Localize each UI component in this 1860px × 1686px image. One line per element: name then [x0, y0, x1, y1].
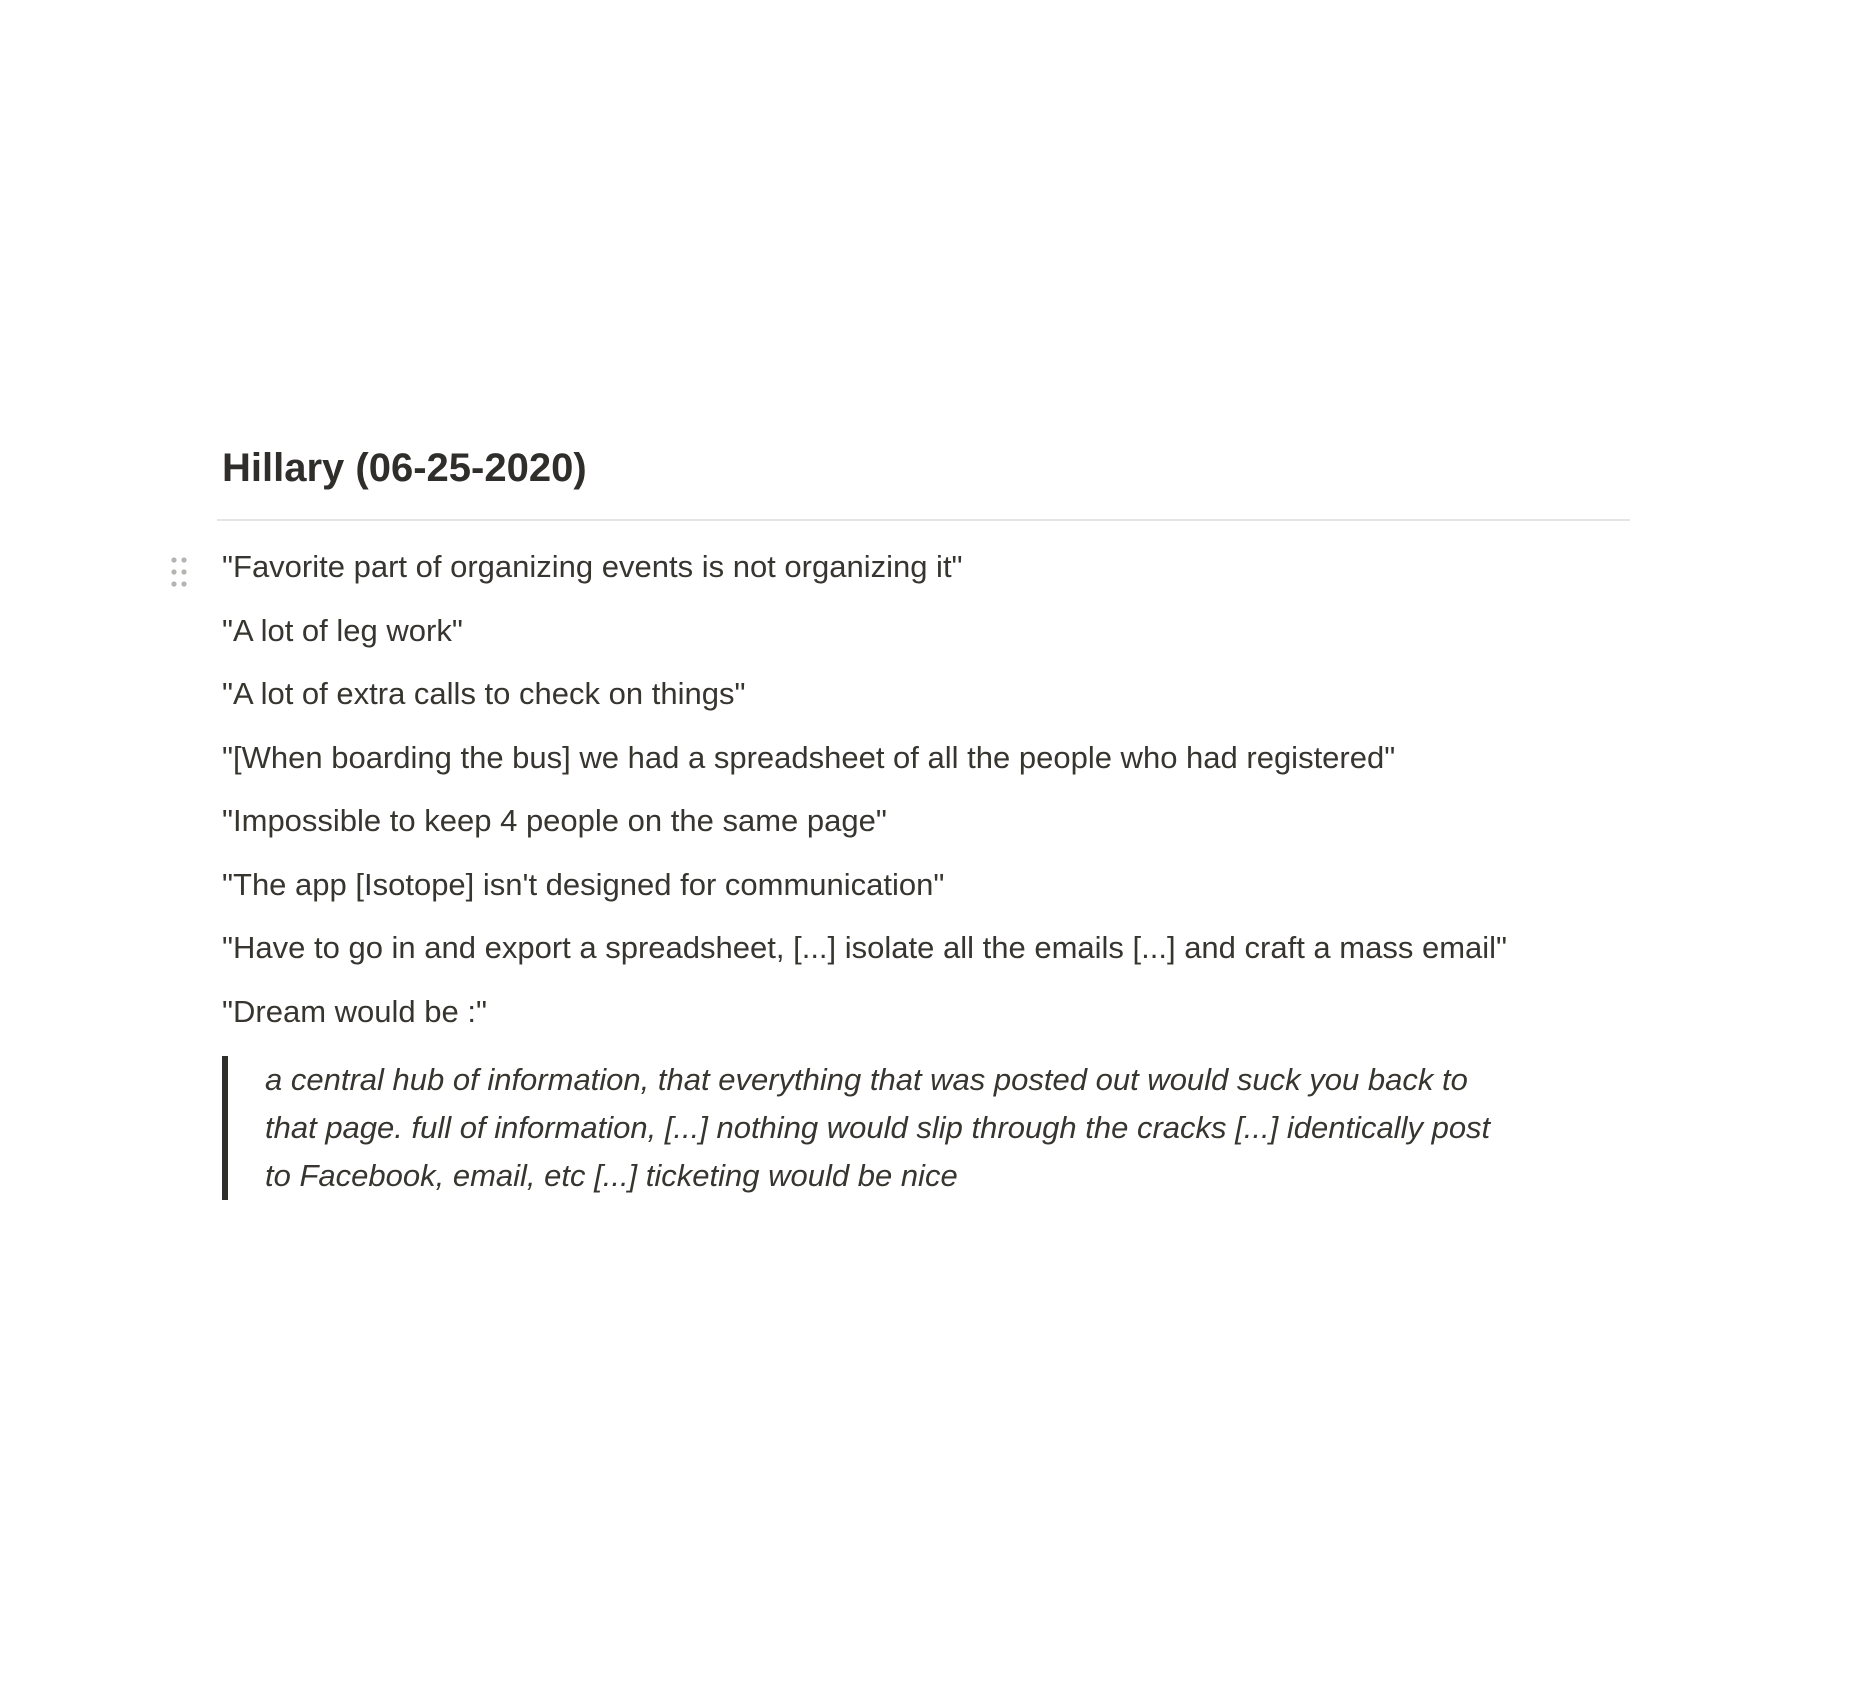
text-block[interactable] — [222, 985, 1507, 1049]
drag-handle-icon[interactable] — [169, 552, 189, 586]
text-block-content: "Favorite part of organizing events is not organizing it" — [222, 549, 963, 584]
quote-line: to Facebook, email, etc [...] ticketing would be nice — [265, 1158, 958, 1193]
text-block[interactable] — [222, 540, 1507, 604]
text-block[interactable] — [222, 604, 1507, 668]
text-block-content: "A lot of leg work" — [222, 612, 463, 648]
text-block[interactable] — [222, 667, 1507, 731]
text-block-content: "[When boarding the bus] we had a spreadsheet of all the people who had registered" — [222, 739, 1396, 775]
divider — [217, 519, 1630, 521]
text-block-content: "Have to go in and export a spreadsheet, [...] isolate all the emails [...] and craft a mass email" — [222, 930, 1508, 965]
text-block-content: "A lot of extra calls to check on things" — [222, 676, 746, 711]
text-block[interactable] — [222, 794, 1507, 858]
quote-list — [222, 540, 1507, 1048]
text-block[interactable] — [222, 858, 1507, 922]
text-block-content: "The app [Isotope] isn't designed for communication" — [222, 866, 945, 902]
quote-line: that page. full of information, [...] nothing would slip through the cracks [...] identically post — [265, 1110, 1491, 1145]
quote-block[interactable] — [222, 1056, 1552, 1200]
page-heading[interactable]: Hillary (06-25-2020) — [222, 446, 587, 490]
drag-handle-icon-svg — [169, 555, 189, 589]
text-block[interactable] — [222, 731, 1507, 795]
page-content — [220, 0, 1630, 1686]
quote-line: a central hub of information, that everything that was posted out would suck you back to — [265, 1062, 1468, 1097]
text-block-content: "Impossible to keep 4 people on the same page" — [222, 803, 887, 838]
text-block-content: "Dream would be :" — [222, 993, 487, 1029]
text-block[interactable] — [222, 921, 1507, 985]
